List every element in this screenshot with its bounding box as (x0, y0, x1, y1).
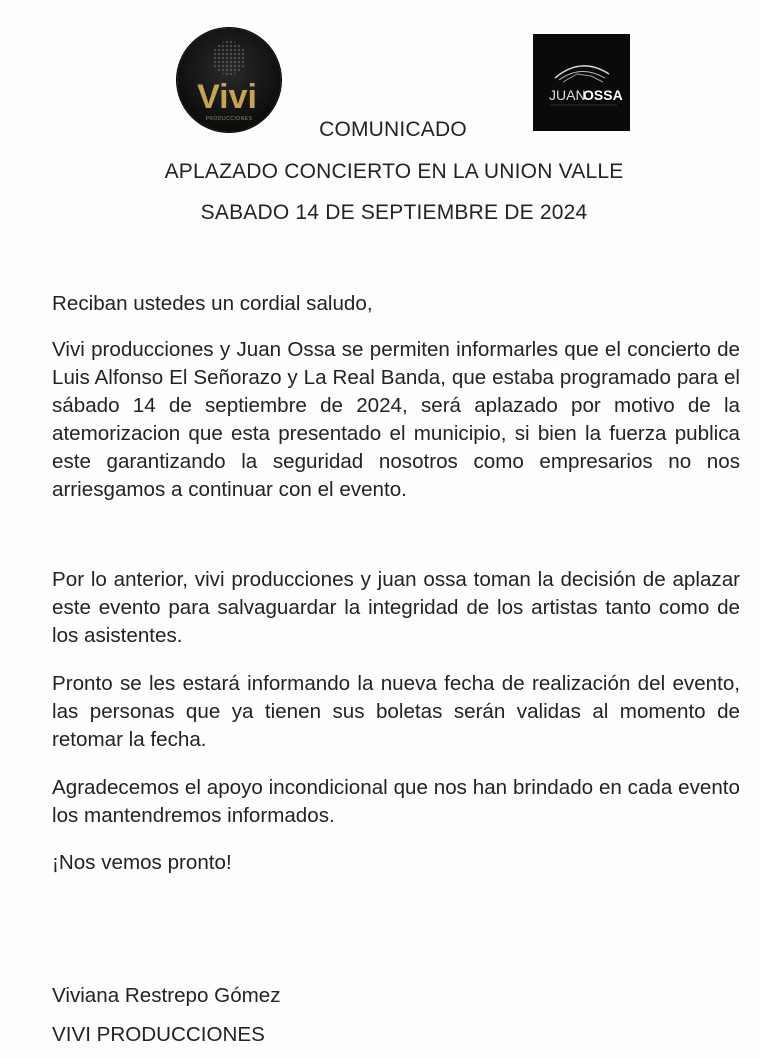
juan-ossa-logo (533, 34, 630, 131)
vivi-logo-subtext: PRODUCCIONES (205, 116, 253, 122)
paragraph-3: Pronto se les estará informando la nueva fecha de realización del evento, las personas que ya tienen sus boletas serán validas al momento de retomar la fecha. (52, 672, 740, 751)
paragraph-4: Agradecemos el apoyo incondicional que nos han brindado en cada evento los mantendremos informados. (52, 776, 740, 827)
juan-logo-text: JUAN (549, 87, 586, 103)
greeting: Reciban ustedes un cordial saludo, (52, 292, 373, 315)
closing-line: ¡Nos vemos pronto! (52, 851, 232, 874)
subtitle-event: APLAZADO CONCIERTO EN LA UNION VALLE (164, 160, 624, 183)
vivi-producciones-logo (177, 28, 281, 132)
title-comunicado: COMUNICADO (319, 118, 467, 141)
ossa-logo-text: OSSA (583, 87, 623, 103)
paragraph-1: Vivi producciones y Juan Ossa se permiten informarles que el concierto de Luis Alfonso El Señorazo y La Real Banda, que estaba programado para el sábado 14 de septiembre de 2024, será aplazado por motivo de la atemorizacion que esta presentado el municipio, si bien la fuerza publica este garantizando la seguridad nosotros como empresarios no nos arriesgamos a continuar con el evento. (52, 338, 740, 501)
subtitle-date: SABADO 14 DE SEPTIEMBRE DE 2024 (200, 201, 588, 224)
paragraph-2: Por lo anterior, vivi producciones y juan ossa toman la decisión de aplazar este evento para salvaguardar la integridad de los artistas tanto como de los asistentes. (52, 568, 740, 647)
signature-name: Viviana Restrepo Gómez (52, 984, 281, 1007)
signature-company: VIVI PRODUCCIONES (52, 1023, 265, 1046)
vivi-logo-text: Vivi (197, 78, 257, 116)
